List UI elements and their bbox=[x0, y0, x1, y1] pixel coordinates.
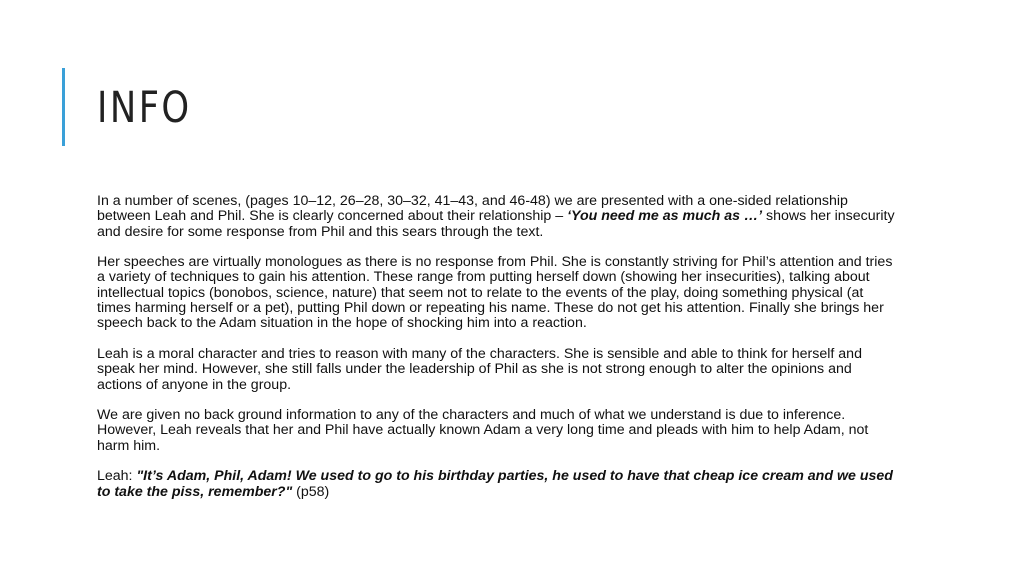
paragraph-moral-character: Leah is a moral character and tries to reason with many of the characters. She is sensible and able to think for herself and speak her mind. However, she still falls under the leadership of Phil as she is not strong enough to alter the opinions and actions of anyone in the group. bbox=[97, 345, 862, 393]
quote-adam: "It’s Adam, Phil, Adam! We used to go to his birthday parties, he used to have that cheap ice cream and we used to take the piss, remember?" bbox=[97, 468, 893, 500]
paragraph-leah-quote bbox=[97, 469, 899, 500]
slide-body bbox=[97, 194, 899, 515]
paragraph-background: We are given no back ground information to any of the characters and much of what we understand is due to inference. However, Leah reveals that her and Phil have actually known Adam a very long time and pleads with him to help Adam, not harm him. bbox=[97, 407, 869, 454]
paragraph-monologues: Her speeches are virtually monologues as there is no response from Phil. She is constantly striving for Phil’s attention and tries a variety of techniques to gain his attention. These range from putting herself down (showing her insecurities), talking about intellectual topics (bonobos, science, nature) that seem not to relate to the events of the play, doing something physical (at times harming herself or a pet), putting Phil down or repeating his name. These do not get his attention. Finally she brings her speech back to the Adam situation in the hope of shocking him into a reaction. bbox=[97, 254, 893, 332]
quote-you-need-me: ‘You need me as much as …’ bbox=[567, 208, 763, 225]
paragraph-relationship-text: In a number of scenes, (pages 10–12, 26–28, 30–32, 41–43, and 46-48) we are presented with a one-sided relationship between Leah and Phil. She is clearly concerned about their relationship – bbox=[97, 193, 848, 225]
title-accent-bar bbox=[62, 68, 65, 146]
quote-citation: (p58) bbox=[292, 483, 330, 500]
paragraph-relationship bbox=[97, 194, 899, 240]
slide-title: INFO bbox=[97, 83, 192, 133]
paragraph-relationship-text-end: shows her insecurity and desire for some response from Phil and this sears through the text. bbox=[97, 208, 895, 240]
quote-speaker: Leah: bbox=[97, 468, 137, 485]
